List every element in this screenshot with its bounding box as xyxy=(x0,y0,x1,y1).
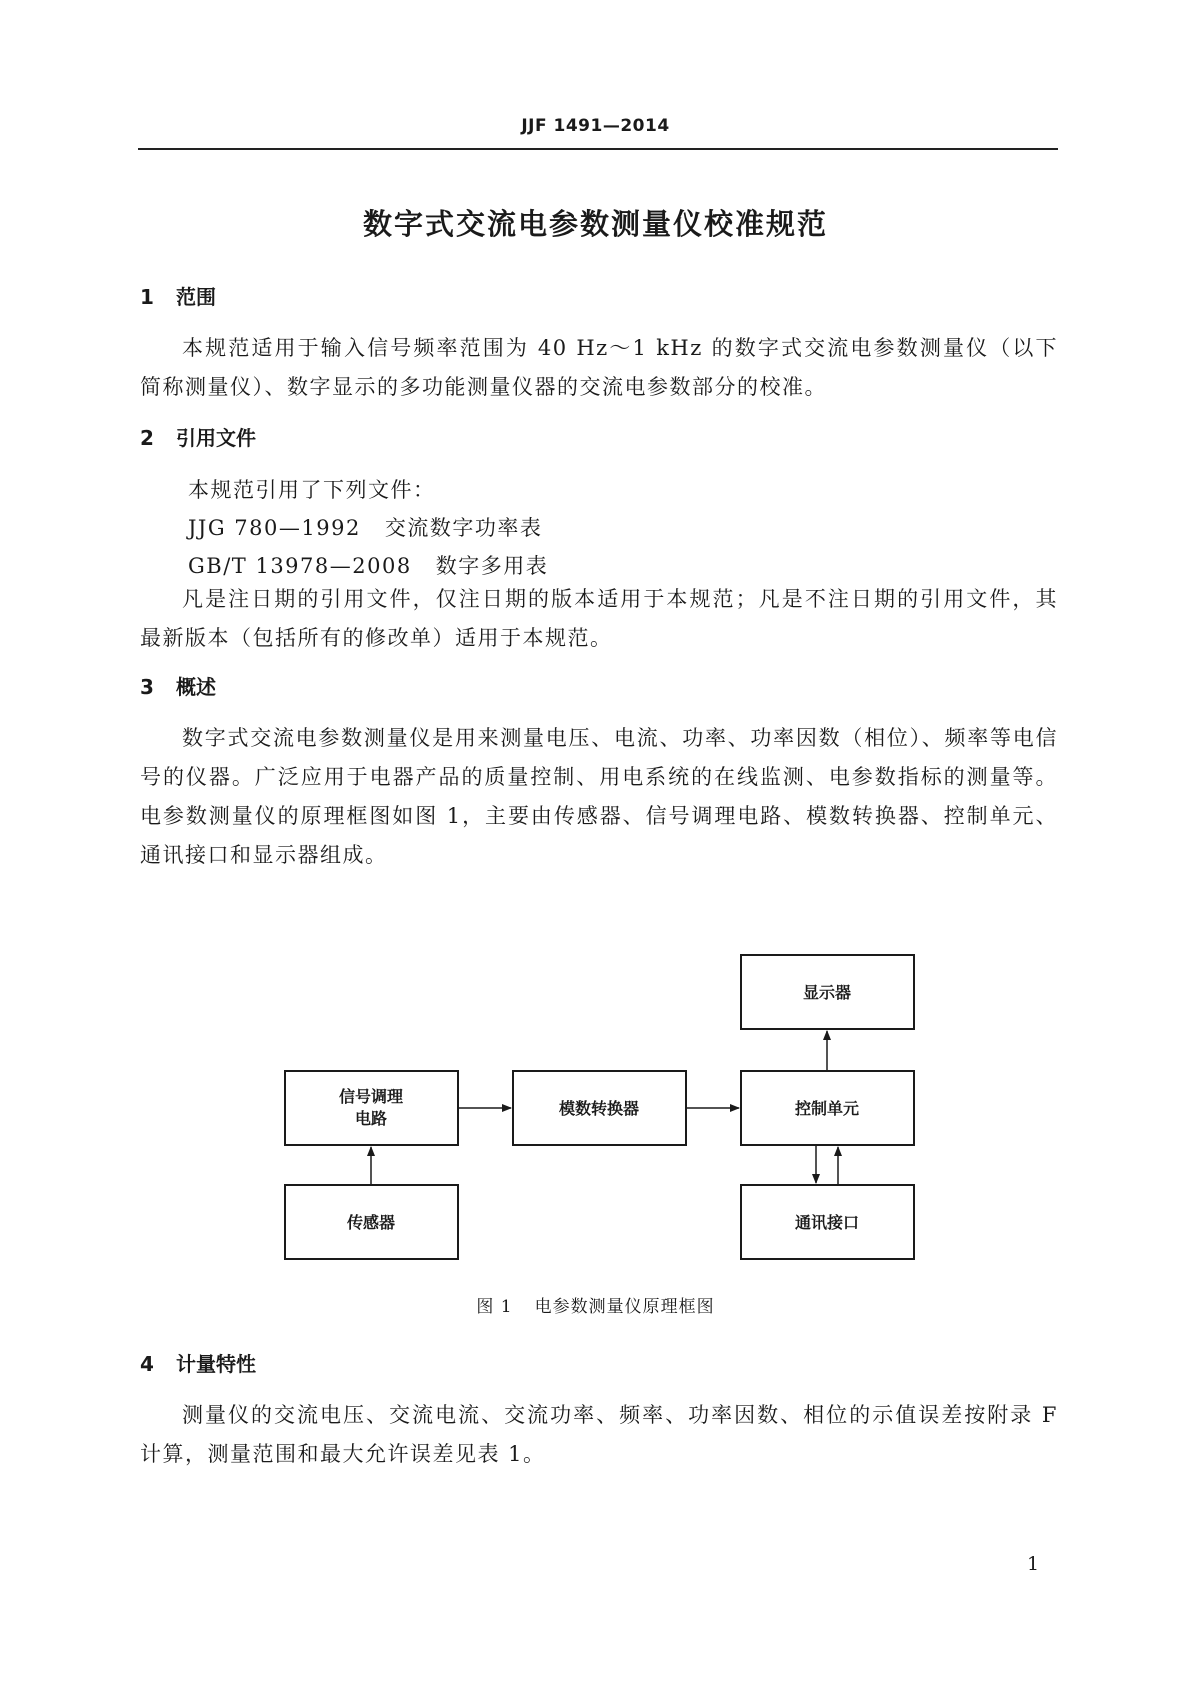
section-title: 引用文件 xyxy=(176,426,256,450)
figure-number: 图 1 xyxy=(476,1297,513,1317)
section-number: 2 xyxy=(140,426,154,450)
signal-label-line1: 信号调理 xyxy=(338,1087,404,1106)
section-number: 1 xyxy=(140,285,154,309)
section-title: 概述 xyxy=(176,675,216,699)
figure-caption xyxy=(0,1292,1191,1317)
reference-name: 数字多用表 xyxy=(435,554,549,578)
section-title: 范围 xyxy=(176,285,216,309)
document-title: 数字式交流电参数测量仪校准规范 xyxy=(362,207,828,241)
signal-conditioning-block xyxy=(285,1071,458,1145)
signal-label-line2: 电路 xyxy=(354,1109,388,1128)
section-title: 计量特性 xyxy=(176,1352,256,1376)
section-4-paragraph: 测量仪的交流电压、交流电流、交流功率、频率、功率因数、相位的示值误差按附录 F 计算，测量范围和最大允许误差见表 1。 xyxy=(140,1403,1058,1466)
adc-label: 模数转换器 xyxy=(558,1099,640,1118)
section-heading-4 xyxy=(140,1348,256,1377)
control-label: 控制单元 xyxy=(794,1099,860,1118)
section-number: 4 xyxy=(140,1352,154,1376)
page-number: 1 xyxy=(1027,1553,1040,1575)
section-1-paragraph: 本规范适用于输入信号频率范围为 40 Hz～1 kHz 的数字式交流电参数测量仪（以下简称测量仪）、数字显示的多功能测量仪器的交流电参数部分的校准。 xyxy=(140,336,1058,399)
sensor-label: 传感器 xyxy=(346,1213,396,1232)
display-label: 显示器 xyxy=(802,983,852,1002)
section-3-paragraph: 数字式交流电参数测量仪是用来测量电压、电流、功率、功率因数（相位）、频率等电信号的仪器。广泛应用于电器产品的质量控制、用电系统的在线监测、电参数指标的测量等。电参数测量仪的原理框图如图 1，主要由传感器、信号调理电路、模数转换器、控制单元、通讯接口和显示器组成。 xyxy=(140,726,1058,867)
comm-label: 通讯接口 xyxy=(794,1213,860,1232)
figure-title: 电参数测量仪原理框图 xyxy=(534,1297,715,1317)
references-intro: 本规范引用了下列文件： xyxy=(188,478,436,502)
document-code: JJF 1491—2014 xyxy=(521,116,670,136)
reference-name: 交流数字功率表 xyxy=(384,516,543,540)
reference-code: GB/T 13978—2008 xyxy=(188,554,412,578)
section-number: 3 xyxy=(140,675,154,699)
reference-code: JJG 780—1992 xyxy=(188,516,361,540)
section-2-paragraph: 凡是注日期的引用文件，仅注日期的版本适用于本规范；凡是不注日期的引用文件，其最新版本（包括所有的修改单）适用于本规范。 xyxy=(140,587,1058,650)
